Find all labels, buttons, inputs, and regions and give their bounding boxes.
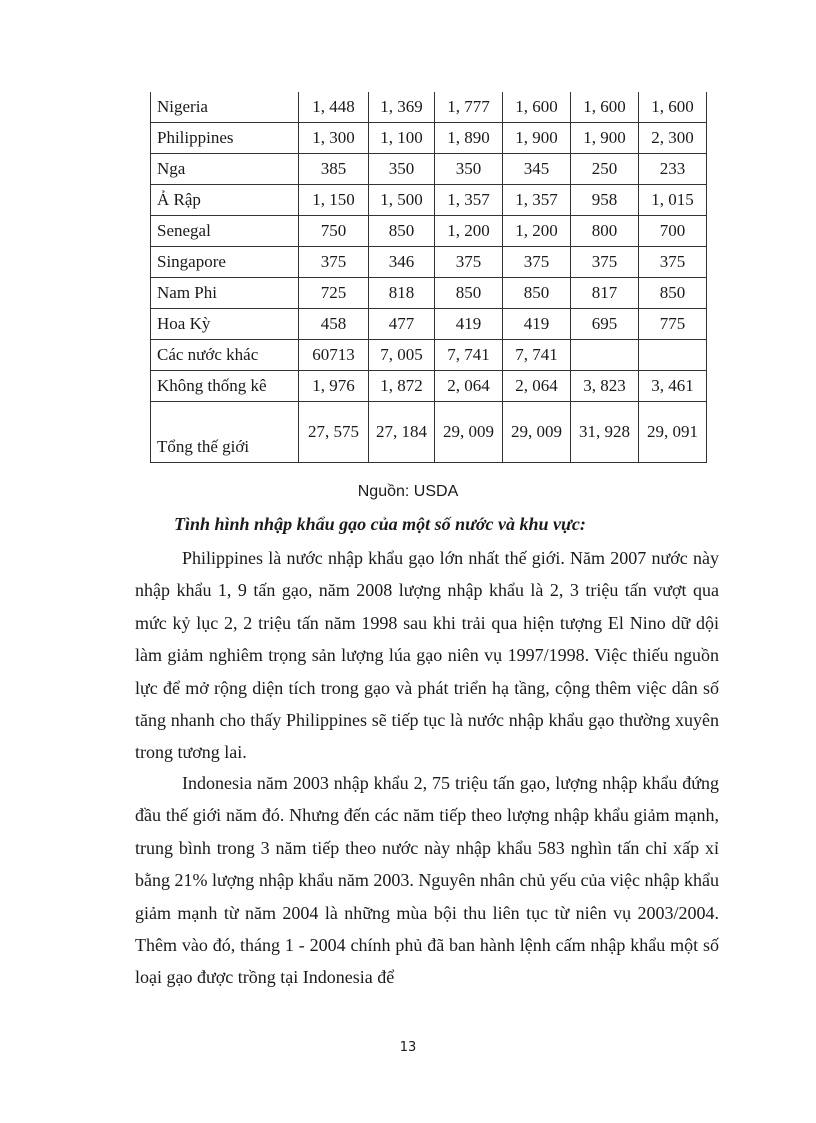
value-cell: 1, 300	[299, 123, 369, 154]
value-cell: 375	[299, 247, 369, 278]
value-cell: 29, 091	[639, 402, 707, 463]
value-cell: 1, 777	[435, 92, 503, 123]
country-cell: Philippines	[151, 123, 299, 154]
value-cell: 419	[435, 309, 503, 340]
country-cell: Các nước khác	[151, 340, 299, 371]
value-cell: 850	[369, 216, 435, 247]
table-row	[151, 247, 707, 278]
value-cell: 31, 928	[571, 402, 639, 463]
value-cell: 695	[571, 309, 639, 340]
table-row	[151, 309, 707, 340]
value-cell	[571, 340, 639, 371]
value-cell: 375	[571, 247, 639, 278]
value-cell: 1, 600	[639, 92, 707, 123]
country-cell: Senegal	[151, 216, 299, 247]
value-cell: 1, 448	[299, 92, 369, 123]
value-cell: 800	[571, 216, 639, 247]
value-cell: 750	[299, 216, 369, 247]
value-cell: 2, 300	[639, 123, 707, 154]
value-cell: 1, 872	[369, 371, 435, 402]
value-cell: 29, 009	[435, 402, 503, 463]
country-cell: Singapore	[151, 247, 299, 278]
table-row	[151, 340, 707, 371]
page-number: 13	[399, 1040, 417, 1055]
value-cell: 345	[503, 154, 571, 185]
value-cell: 250	[571, 154, 639, 185]
table-row	[151, 216, 707, 247]
table-body	[151, 92, 707, 463]
value-cell: 350	[369, 154, 435, 185]
value-cell: 775	[639, 309, 707, 340]
value-cell: 375	[503, 247, 571, 278]
value-cell: 1, 100	[369, 123, 435, 154]
value-cell: 850	[639, 278, 707, 309]
value-cell: 7, 741	[435, 340, 503, 371]
value-cell: 700	[639, 216, 707, 247]
country-cell: Không thống kê	[151, 371, 299, 402]
paragraph-indonesia: Indonesia năm 2003 nhập khẩu 2, 75 triệu tấn gạo, lượng nhập khẩu đứng đầu thế giới năm đó. Nhưng đến các năm tiếp theo lượng nhập khẩu giảm mạnh, trung bình trong 3 năm tiếp theo nước này nhập khẩu 583 nghìn tấn chỉ xấp xỉ bằng 21% lượng nhập khẩu năm 2003. Nguyên nhân chủ yếu của việc nhập khẩu giảm mạnh từ năm 2004 là những mùa bội thu liên tục từ niên vụ 2003/2004. Thêm vào đó, tháng 1 - 2004 chính phủ đã ban hành lệnh cấm nhập khẩu một số loại gạo được trồng tại Indonesia để	[135, 773, 719, 988]
country-cell: Ả Rập	[151, 185, 299, 216]
value-cell: 1, 976	[299, 371, 369, 402]
value-cell: 818	[369, 278, 435, 309]
value-cell: 1, 369	[369, 92, 435, 123]
table-row	[151, 185, 707, 216]
value-cell: 419	[503, 309, 571, 340]
value-cell: 1, 900	[503, 123, 571, 154]
value-cell: 7, 741	[503, 340, 571, 371]
value-cell: 817	[571, 278, 639, 309]
country-cell: Tổng thế giới	[151, 402, 299, 463]
table-row	[151, 278, 707, 309]
value-cell: 850	[435, 278, 503, 309]
value-cell: 725	[299, 278, 369, 309]
value-cell: 233	[639, 154, 707, 185]
value-cell: 2, 064	[435, 371, 503, 402]
rice-import-table	[150, 92, 707, 463]
value-cell: 27, 575	[299, 402, 369, 463]
value-cell: 350	[435, 154, 503, 185]
value-cell: 385	[299, 154, 369, 185]
table-row	[151, 123, 707, 154]
value-cell: 458	[299, 309, 369, 340]
value-cell: 1, 600	[571, 92, 639, 123]
paragraph-philippines: Philippines là nước nhập khẩu gạo lớn nhất thế giới. Năm 2007 nước này nhập khẩu 1, 9 tấn gạo, năm 2008 lượng nhập khẩu là 2, 3 triệu tấn vượt qua mức kỷ lục 2, 2 triệu tấn năm 1998 sau khi trải qua hiện tượng El Nino dữ dội làm giảm nghiêm trọng sản lượng lúa gạo niên vụ 1997/1998. Việc thiếu nguồn lực để mở rộng diện tích trong gạo và phát triển hạ tầng, cộng thêm việc dân số tăng nhanh cho thấy Philippines sẽ tiếp tục là nước nhập khẩu gạo thường xuyên trong tương lai.	[135, 548, 719, 763]
value-cell: 29, 009	[503, 402, 571, 463]
table-row	[151, 92, 707, 123]
value-cell: 375	[435, 247, 503, 278]
value-cell: 1, 890	[435, 123, 503, 154]
value-cell: 1, 200	[435, 216, 503, 247]
country-cell: Hoa Kỳ	[151, 309, 299, 340]
value-cell: 1, 015	[639, 185, 707, 216]
table-row	[151, 402, 707, 463]
value-cell: 1, 900	[571, 123, 639, 154]
table-source: Nguồn: USDA	[357, 483, 459, 500]
value-cell: 1, 357	[503, 185, 571, 216]
country-cell: Nigeria	[151, 92, 299, 123]
value-cell: 1, 357	[435, 185, 503, 216]
value-cell: 850	[503, 278, 571, 309]
value-cell: 3, 823	[571, 371, 639, 402]
value-cell: 1, 200	[503, 216, 571, 247]
table-row	[151, 371, 707, 402]
value-cell	[639, 340, 707, 371]
country-cell: Nam Phi	[151, 278, 299, 309]
value-cell: 27, 184	[369, 402, 435, 463]
value-cell: 3, 461	[639, 371, 707, 402]
value-cell: 1, 600	[503, 92, 571, 123]
section-heading: Tình hình nhập khẩu gạo của một số nước và khu vực:	[174, 514, 586, 534]
value-cell: 346	[369, 247, 435, 278]
value-cell: 7, 005	[369, 340, 435, 371]
value-cell: 477	[369, 309, 435, 340]
table-row	[151, 154, 707, 185]
value-cell: 375	[639, 247, 707, 278]
country-cell: Nga	[151, 154, 299, 185]
value-cell: 2, 064	[503, 371, 571, 402]
value-cell: 60713	[299, 340, 369, 371]
value-cell: 1, 500	[369, 185, 435, 216]
value-cell: 958	[571, 185, 639, 216]
value-cell: 1, 150	[299, 185, 369, 216]
